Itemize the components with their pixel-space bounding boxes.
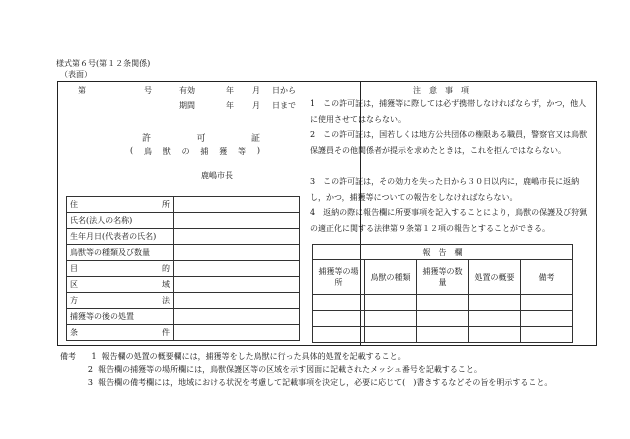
- report-col-header: 備考: [521, 260, 573, 295]
- remark-item: [60, 363, 482, 376]
- subtitle-char: 獲: [219, 147, 228, 156]
- remark-text: 報告欄の捕獲等の場所欄には，鳥獣保護区等の区域を示す図面に記載されたメッシュ番号を記載すること。: [98, 365, 482, 374]
- title-char: 可: [196, 134, 206, 144]
- subtitle-char: (: [130, 146, 134, 155]
- permit-subtitle: [130, 146, 260, 157]
- row-label: 氏名(法人の名称): [70, 216, 133, 225]
- remark-item: [60, 376, 552, 389]
- validity-month-1: 月: [252, 86, 260, 95]
- row-label: 所: [162, 200, 170, 209]
- table-row: [67, 229, 300, 245]
- table-row: [67, 277, 300, 293]
- validity-year-1: 年: [226, 86, 234, 95]
- report-col-header: 鳥獣の種類: [365, 260, 417, 295]
- report-col-header: 捕獲等の数量: [417, 260, 469, 295]
- issuer: 鹿嶋市長: [201, 171, 233, 180]
- row-label: 鳥獣等の種類及び数量: [70, 248, 150, 257]
- table-header-row: [313, 260, 573, 295]
- row-label: 捕獲等の後の処置: [70, 312, 134, 321]
- remark-number: 1: [91, 352, 97, 361]
- validity-from: 日から: [272, 86, 296, 95]
- subtitle-char: ): [256, 146, 260, 155]
- table-row: [67, 309, 300, 325]
- report-table: [312, 244, 573, 343]
- purpose-value: [174, 261, 300, 277]
- remark-number: 2: [87, 365, 93, 374]
- row-label: 法: [162, 296, 170, 305]
- report-col-header: 捕獲等の場所: [313, 260, 365, 295]
- validity-until: 日まで: [272, 101, 296, 110]
- table-row: [67, 293, 300, 309]
- method-value: [174, 293, 300, 309]
- validity-month-2: 月: [252, 101, 260, 110]
- row-label: 域: [162, 280, 170, 289]
- subtitle-char: の: [181, 147, 190, 156]
- remarks-label: 備考: [60, 352, 76, 361]
- form-number: 様式第６号(第１２条関係): [56, 59, 151, 68]
- table-row: [67, 325, 300, 341]
- table-row: [313, 327, 573, 343]
- name-value: [174, 213, 300, 229]
- validity-year-2: 年: [226, 101, 234, 110]
- notes-title: 注 意 事 項: [413, 86, 469, 95]
- remark-text: 報告欄の備考欄には，地域における状況を考慮して記載事項を決定し，必要に応じて( )書きするなどその旨を明示すること。: [98, 378, 553, 387]
- disposal-value: [174, 309, 300, 325]
- table-row: [67, 245, 300, 261]
- permit-title: [142, 131, 260, 144]
- report-title: 報 告 欄: [313, 245, 573, 260]
- subtitle-char: 等: [238, 147, 246, 156]
- note-item: 3 この許可証は，その効力を失った日から３０日以内に，鹿嶋市長に返納し，かつ，捕獲等についての報告をしなければならない。: [310, 177, 580, 202]
- row-label: 生年月日(代表者の氏名): [70, 232, 157, 241]
- subtitle-char: 獣: [162, 147, 171, 156]
- permit-gou: 号: [144, 86, 152, 95]
- title-char: 証: [250, 134, 260, 144]
- side-label: （表面）: [60, 70, 92, 79]
- title-char: 許: [142, 134, 152, 144]
- remark-item: [60, 350, 406, 363]
- table-row: [313, 311, 573, 327]
- row-label: 的: [162, 264, 170, 273]
- row-label: 目: [70, 264, 78, 273]
- row-label: 条: [70, 328, 78, 337]
- table-row: [313, 245, 573, 260]
- remark-number: 3: [87, 378, 93, 387]
- address-value: [174, 197, 300, 213]
- area-value: [174, 277, 300, 293]
- row-label: 方: [70, 296, 78, 305]
- permit-dai: 第: [78, 86, 86, 95]
- species-value: [174, 245, 300, 261]
- row-label: 住: [70, 200, 78, 209]
- row-label: 区: [70, 280, 78, 289]
- subtitle-char: 鳥: [143, 147, 152, 156]
- permit-frame: [57, 81, 597, 346]
- note-item: 2 この許可証は，国若しくは地方公共団体の権限ある職員，警察官又は鳥獣保護員その他関係者が提示を求めたときは，これを拒んではならない。: [310, 130, 588, 155]
- table-row: [67, 213, 300, 229]
- table-row: [67, 197, 300, 213]
- table-row: [313, 295, 573, 311]
- note-item: 4 返納の際に報告欄に所要事項を記入することにより，鳥獣の保護及び狩猟の適正化に関する法律第９条第１２項の報告とすることができる。: [310, 208, 588, 233]
- report-col-header: 処置の概要: [469, 260, 521, 295]
- row-label: 件: [162, 328, 170, 337]
- note-item: 1 この許可証は，捕獲等に際しては必ず携帯しなければならず，かつ，他人に使用させてはならない。: [310, 99, 587, 124]
- birthdate-value: [174, 229, 300, 245]
- validity-label-1: 有効: [179, 86, 195, 95]
- table-row: [67, 261, 300, 277]
- remark-text: 報告欄の処置の概要欄には，捕獲等をした鳥獣に行った具体的処置を記載すること。: [101, 352, 406, 361]
- validity-label-2: 期間: [179, 101, 195, 110]
- conditions-value: [174, 325, 300, 341]
- holder-info-table: [66, 196, 300, 341]
- subtitle-char: 捕: [200, 147, 209, 156]
